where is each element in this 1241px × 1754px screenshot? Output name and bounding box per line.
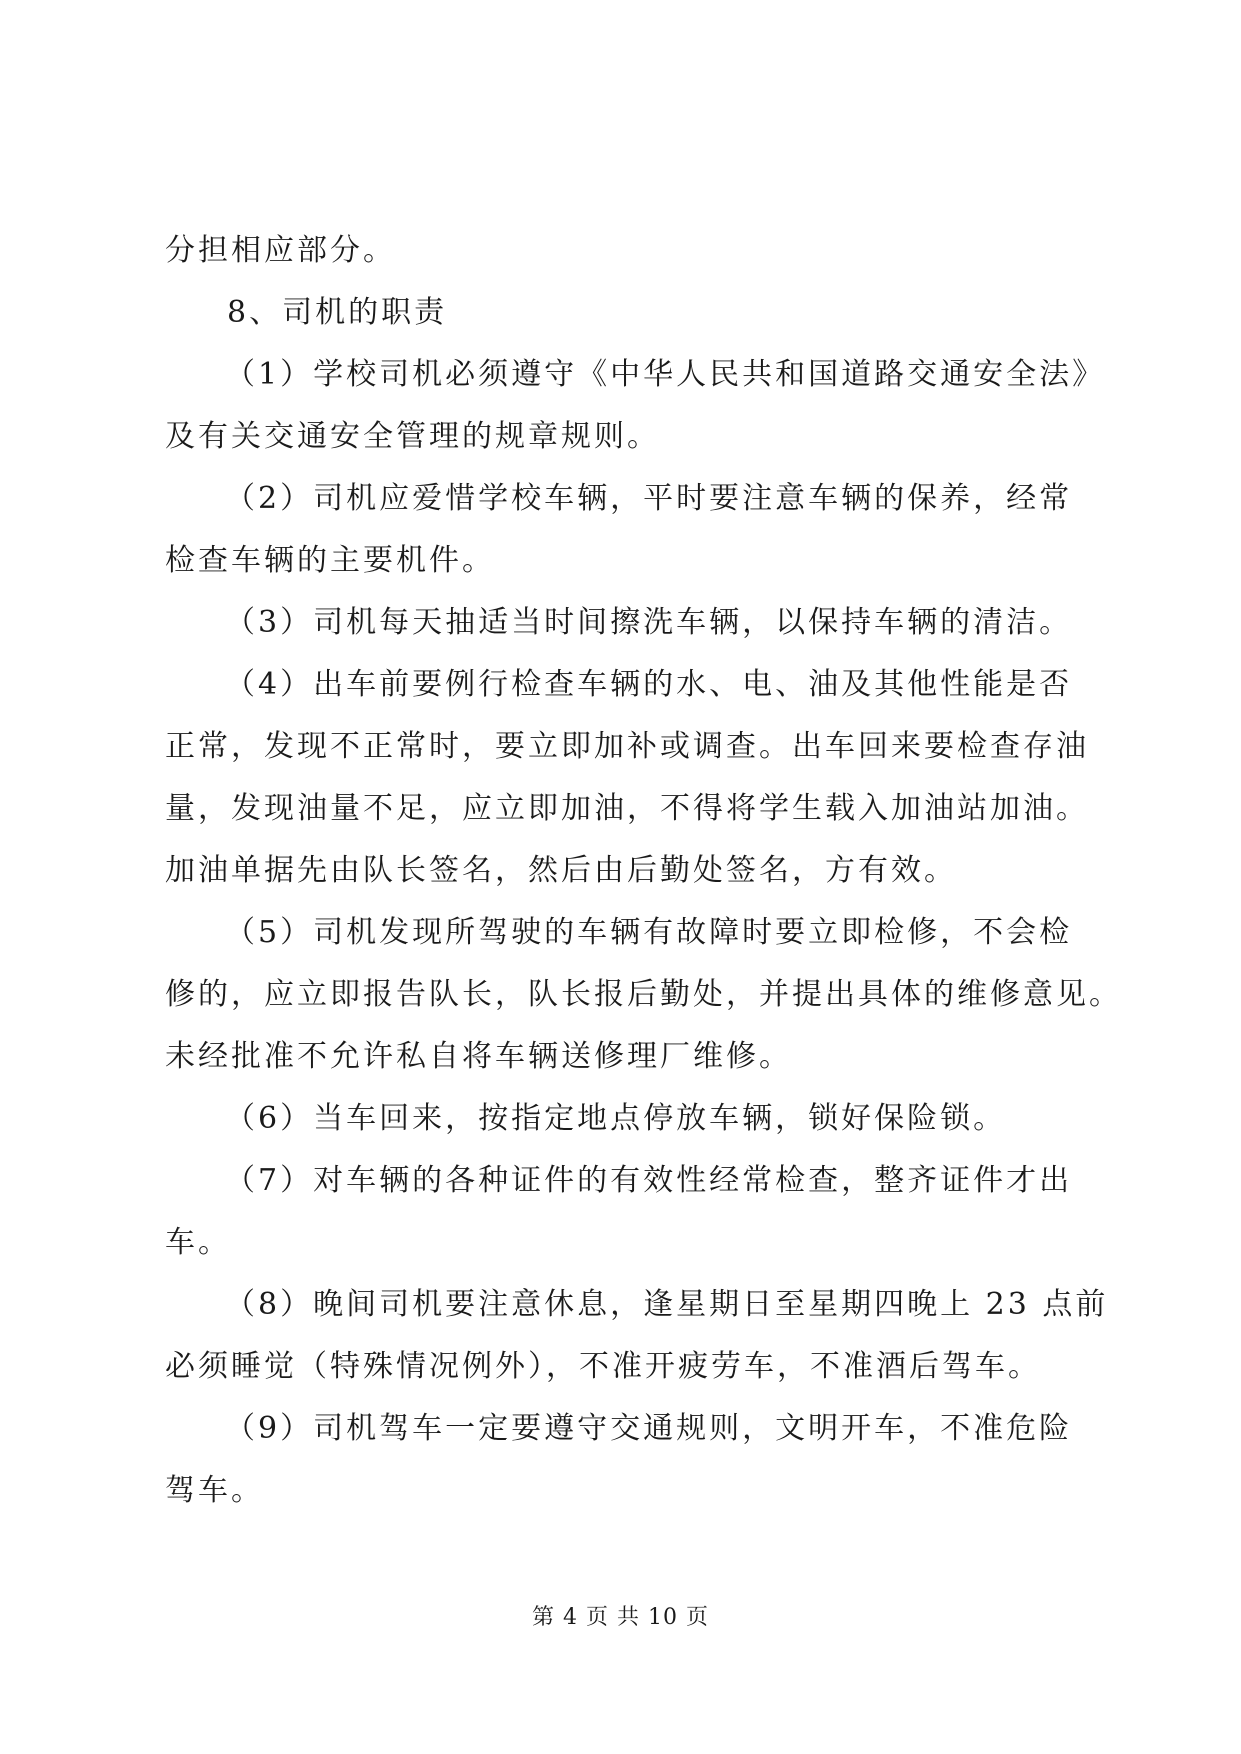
paragraph-line: （6）当车回来，按指定地点停放车辆，锁好保险锁。	[225, 1101, 1007, 1136]
page-number-footer: 第 4 页 共 10 页	[532, 1605, 709, 1630]
paragraph-line: 正常，发现不正常时，要立即加补或调查。出车回来要检查存油	[165, 729, 1089, 764]
document-body	[165, 220, 1122, 1522]
paragraph-line: （1）学校司机必须遵守《中华人民共和国道路交通安全法》	[225, 357, 1106, 392]
paragraph-line: （9）司机驾车一定要遵守交通规则，文明开车，不准危险	[225, 1411, 1073, 1446]
paragraph-line: 量，发现油量不足，应立即加油，不得将学生载入加油站加油。	[165, 791, 1089, 826]
paragraph-line: （8）晚间司机要注意休息，逢星期日至星期四晚上 23 点前	[225, 1287, 1109, 1322]
paragraph-line: （7）对车辆的各种证件的有效性经常检查，整齐证件才出	[225, 1163, 1073, 1198]
paragraph-line: （2）司机应爱惜学校车辆，平时要注意车辆的保养，经常	[225, 481, 1073, 516]
paragraph-line: 必须睡觉（特殊情况例外），不准开疲劳车，不准酒后驾车。	[165, 1349, 1041, 1384]
paragraph-line: 加油单据先由队长签名，然后由后勤处签名，方有效。	[165, 853, 957, 888]
paragraph-line: （4）出车前要例行检查车辆的水、电、油及其他性能是否	[225, 667, 1073, 702]
paragraph-line: 未经批准不允许私自将车辆送修理厂维修。	[165, 1039, 792, 1074]
paragraph-line: 修的，应立即报告队长，队长报后勤处，并提出具体的维修意见。	[165, 977, 1122, 1012]
paragraph-line: 车。	[165, 1225, 231, 1260]
paragraph-line: （3）司机每天抽适当时间擦洗车辆，以保持车辆的清洁。	[225, 605, 1073, 640]
paragraph-line: 及有关交通安全管理的规章规则。	[165, 419, 660, 454]
paragraph-line: 检查车辆的主要机件。	[165, 543, 495, 578]
paragraph-line: 驾车。	[165, 1473, 264, 1508]
paragraph-line: 分担相应部分。	[165, 233, 396, 268]
section-heading: 8、司机的职责	[227, 295, 448, 330]
paragraph-line: （5）司机发现所驾驶的车辆有故障时要立即检修，不会检	[225, 915, 1073, 950]
